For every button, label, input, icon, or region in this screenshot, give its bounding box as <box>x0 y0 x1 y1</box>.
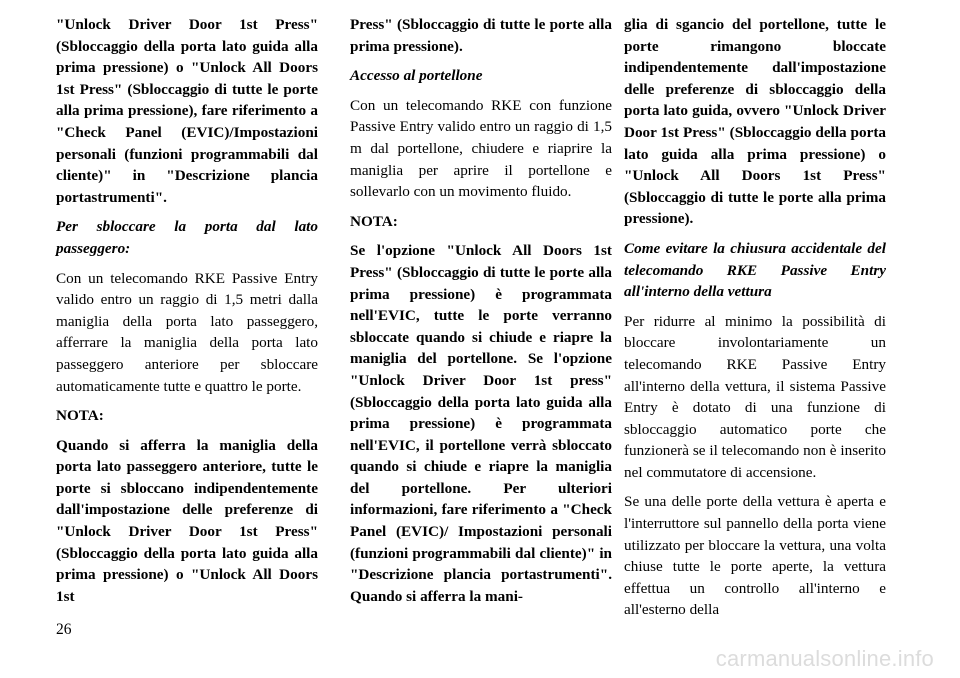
paragraph: Per ridurre al minimo la possibilità di bloccare involontariamente un telecomando RKE Passive Entry all'interno della vettura, il sistema Passive Entry è dotato di una funzione di sbloccaggio automatico porte che funzionerà se il telecomando non è inserito nel commutatore di accensione. <box>624 312 886 481</box>
note-label: NOTA: <box>350 212 398 230</box>
paragraph: glia di sgancio del portellone, tutte le porte rimangono bloccate indipendentemente dall'impostazione delle preferenze di sbloccaggio della porta lato guida, ovvero "Unlock Driver Door 1st Press" (Sbloccaggio della porta lato guida alla prima pressione) o "Unlock All Doors 1st Press" (Sbloccaggio di tutte le porte alla prima pressione). <box>624 16 886 228</box>
section-heading: Accesso al portellone <box>350 67 483 85</box>
note-text: Se l'opzione "Unlock All Doors 1st Press" (Sbloccaggio di tutte le porte alla prima pressione) è programmata nell'EVIC, tutte le porte verranno sbloccate quando si chiude e riapre la maniglia del portellone. Se l'opzione "Unlock Driver Door 1st press" (Sbloccaggio della porta lato guida alla prima pressione) è programmata nell'EVIC, il portellone verrà sbloccato quando si chiude e riapre la maniglia del portellone. Per ulteriori informazioni, fare riferimento a "Check Panel (EVIC)/ Impostazioni personali (funzioni programmabili dal cliente)" in "Descrizione plancia portastrumenti". Quando si afferra la mani- <box>350 242 612 605</box>
page-number: 26 <box>56 621 72 638</box>
note-label: NOTA: <box>56 407 104 425</box>
section-heading: Come evitare la chiusura accidentale del telecomando RKE Passive Entry all'interno della vettura <box>624 239 886 301</box>
paragraph: Se una delle porte della vettura è aperta e l'interruttore sul pannello della porta viene utilizzato per bloccare la vettura, una volta chiuse tutte le porte aperte, la vettura effettua un controllo all'interno e all'esterno della <box>624 493 886 619</box>
paragraph: "Unlock Driver Door 1st Press" (Sbloccaggio della porta lato guida alla prima pressione) o "Unlock All Doors 1st Press" (Sbloccaggio di tutte le porte alla prima pressione), fare riferimento a "Check Panel (EVIC)/Impostazioni personali (funzioni programmabili dal cliente)" in "Descrizione plancia portastrumenti". <box>56 16 318 206</box>
paragraph: Press" (Sbloccaggio di tutte le porte alla prima pressione). <box>350 16 612 55</box>
text-column-3 <box>624 14 886 629</box>
paragraph: Con un telecomando RKE con funzione Passive Entry valido entro un raggio di 1,5 m dal portellone, chiudere e riaprire la maniglia per aprire il portellone e sollevarlo con un movimento fluido. <box>350 96 612 201</box>
watermark: carmanualsonline.info <box>715 646 934 671</box>
section-heading: Per sbloccare la porta dal lato passeggero: <box>56 218 318 257</box>
text-column-1 <box>56 14 318 615</box>
text-column-2 <box>350 14 612 615</box>
note-text: Quando si afferra la maniglia della porta lato passeggero anteriore, tutte le porte si sbloccano indipendentemente dall'impostazione delle preferenze di "Unlock Driver Door 1st Press" (Sbloccaggio della porta lato guida alla prima pressione) o "Unlock All Doors 1st <box>56 436 318 605</box>
paragraph: Con un telecomando RKE Passive Entry valido entro un raggio di 1,5 metri dalla maniglia della porta lato passeggero, afferrare la maniglia della porta lato passeggero anteriore per sbloccare automaticamente tutte e quattro le porte. <box>56 269 318 395</box>
